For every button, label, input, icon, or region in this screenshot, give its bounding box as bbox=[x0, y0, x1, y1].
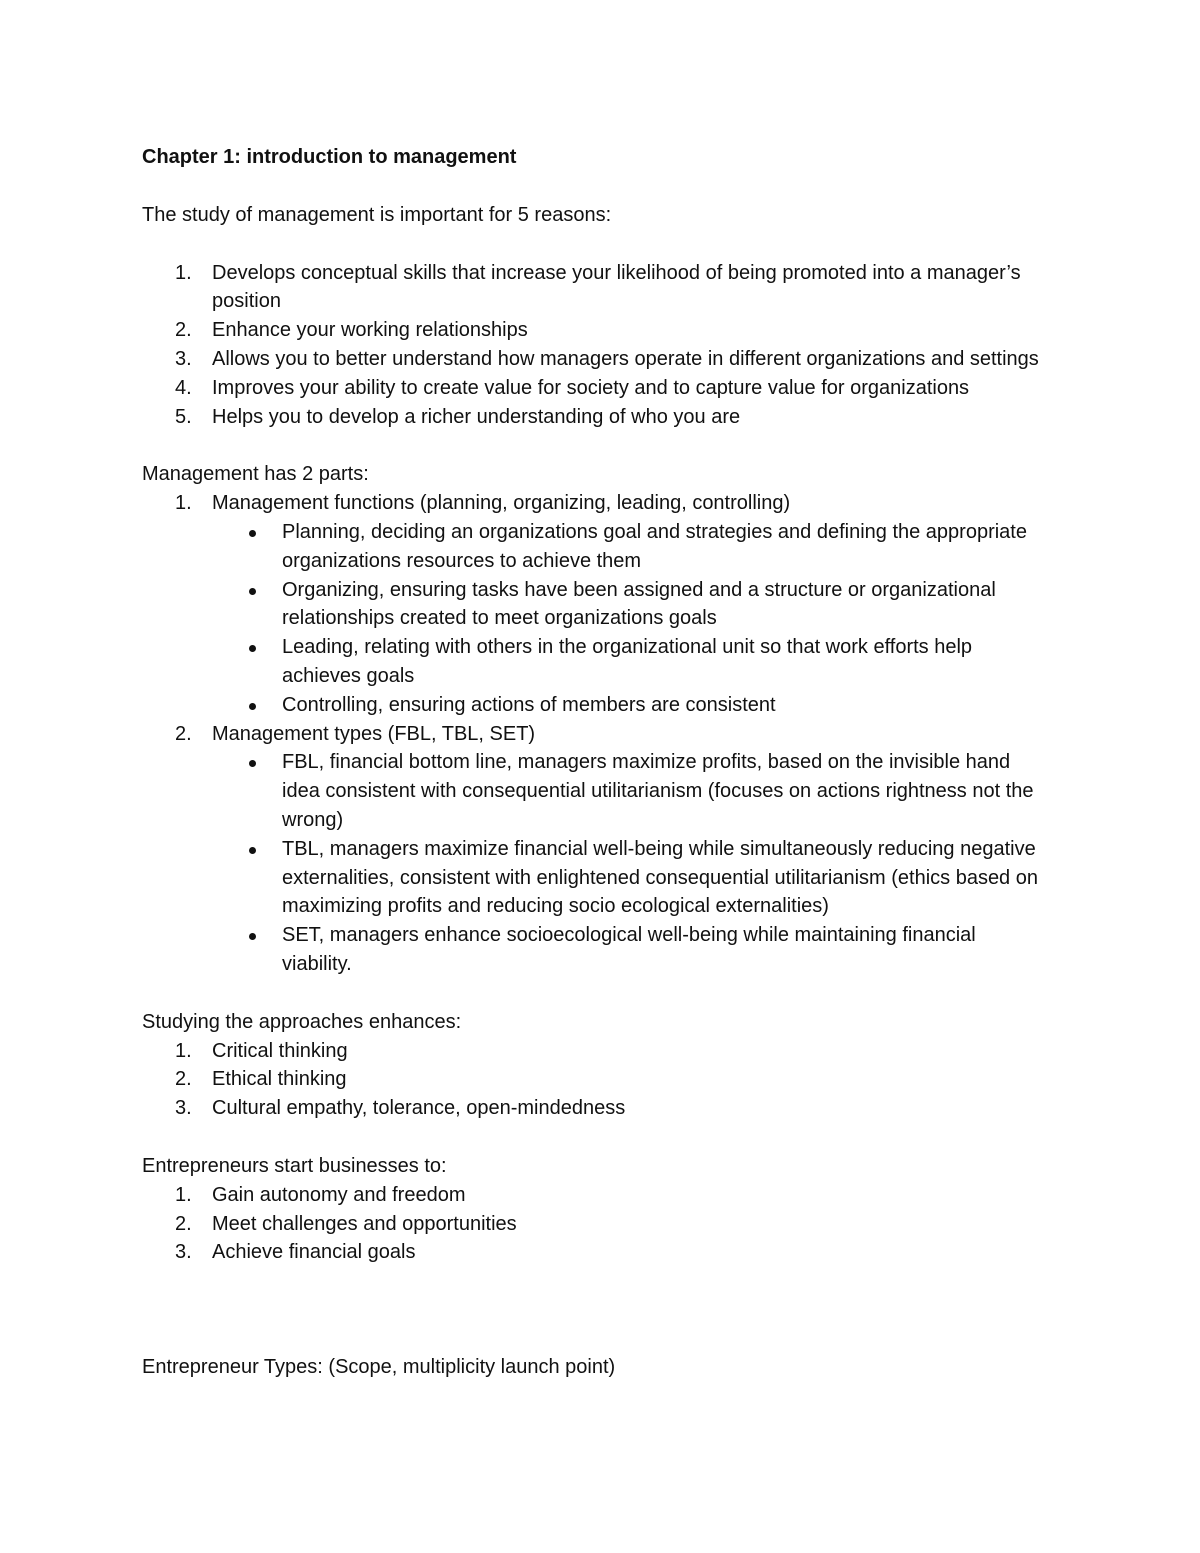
bullet-text: Leading, relating with others in the organizational unit so that work efforts help achieves goals bbox=[282, 636, 973, 687]
bullet-item bbox=[142, 518, 1050, 576]
list-item-text: Cultural empathy, tolerance, open-mindedness bbox=[212, 1097, 626, 1120]
list-item bbox=[142, 1181, 1050, 1210]
bullet-item bbox=[142, 633, 1050, 691]
bullet-dot-icon bbox=[249, 645, 256, 652]
list-number: 1. bbox=[175, 492, 192, 515]
page-title: Chapter 1: introduction to management bbox=[142, 146, 517, 168]
bullet-text: SET, managers enhance socioecological well-being while maintaining financial viability. bbox=[282, 924, 976, 975]
spacer bbox=[142, 431, 1050, 460]
section-intro: Entrepreneur Types: (Scope, multiplicity launch point) bbox=[142, 1356, 616, 1379]
list-item bbox=[142, 1094, 1050, 1123]
list-item-text: Management types (FBL, TBL, SET) bbox=[212, 722, 536, 745]
list-number: 3. bbox=[175, 347, 192, 370]
bullet-list bbox=[212, 518, 1050, 720]
list-item-text: Allows you to better understand how managers operate in different organizations and settings bbox=[212, 347, 1039, 370]
list-item bbox=[142, 1037, 1050, 1066]
bullet-list bbox=[212, 748, 1050, 978]
bullet-item bbox=[142, 748, 1050, 834]
bullet-text: Planning, deciding an organizations goal and strategies and defining the appropriate organizations resources to achieve them bbox=[282, 520, 1027, 572]
bullet-text: Controlling, ensuring actions of members are consistent bbox=[282, 693, 776, 716]
section-intro: Entrepreneurs start businesses to: bbox=[142, 1154, 447, 1177]
bullet-dot-icon bbox=[249, 530, 256, 537]
bullet-text: TBL, managers maximize financial well-being while simultaneously reducing negative externalities, consistent with enlightened consequential utilitarianism (ethics based on maximizing profits and reducing socio ecological externalities) bbox=[282, 837, 1038, 918]
bullet-dot-icon bbox=[249, 760, 256, 767]
list-number: 1. bbox=[175, 261, 192, 284]
list-item bbox=[142, 316, 1050, 345]
list-item bbox=[142, 720, 1050, 979]
bullet-item bbox=[142, 691, 1050, 720]
list-item-text: Achieve financial goals bbox=[212, 1241, 416, 1264]
spacer bbox=[142, 1267, 1050, 1353]
list-item bbox=[142, 1238, 1050, 1267]
section-intro: Studying the approaches enhances: bbox=[142, 1010, 462, 1033]
list-item bbox=[142, 403, 1050, 432]
section-intro: The study of management is important for 5 reasons: bbox=[142, 203, 612, 226]
list-item bbox=[142, 1210, 1050, 1239]
management-parts-list bbox=[142, 489, 1050, 979]
list-item-text: Improves your ability to create value for society and to capture value for organizations bbox=[212, 376, 970, 399]
bullet-dot-icon bbox=[249, 703, 256, 710]
spacer bbox=[142, 172, 1050, 201]
spacer bbox=[142, 1123, 1050, 1152]
list-item-text: Ethical thinking bbox=[212, 1068, 347, 1091]
bullet-item bbox=[142, 835, 1050, 921]
list-item bbox=[142, 345, 1050, 374]
entrepreneur-reasons-list bbox=[142, 1181, 1050, 1267]
reasons-list bbox=[142, 259, 1050, 432]
section-intro: Management has 2 parts: bbox=[142, 463, 369, 486]
list-item-text: Gain autonomy and freedom bbox=[212, 1183, 466, 1206]
list-number: 2. bbox=[175, 319, 192, 342]
list-number: 2. bbox=[175, 722, 192, 745]
bullet-dot-icon bbox=[249, 847, 256, 854]
list-item bbox=[142, 489, 1050, 719]
list-number: 1. bbox=[175, 1183, 192, 1206]
list-item-text: Meet challenges and opportunities bbox=[212, 1212, 517, 1235]
list-item-text: Management functions (planning, organizing, leading, controlling) bbox=[212, 492, 791, 515]
spacer bbox=[142, 230, 1050, 259]
bullet-item bbox=[142, 576, 1050, 634]
bullet-dot-icon bbox=[249, 588, 256, 595]
list-item-text: Develops conceptual skills that increase your likelihood of being promoted into a manager’s position bbox=[212, 261, 1021, 313]
approaches-list bbox=[142, 1037, 1050, 1123]
bullet-text: Organizing, ensuring tasks have been assigned and a structure or organizational relationships created to meet organizations goals bbox=[282, 578, 996, 630]
spacer bbox=[142, 979, 1050, 1008]
list-number: 3. bbox=[175, 1241, 192, 1264]
list-number: 3. bbox=[175, 1097, 192, 1120]
list-item-text: Critical thinking bbox=[212, 1039, 348, 1062]
bullet-text: FBL, financial bottom line, managers maximize profits, based on the invisible hand idea consistent with consequential utilitarianism (focuses on actions rightness not the wrong) bbox=[282, 751, 1034, 831]
bullet-item bbox=[142, 921, 1050, 979]
list-item bbox=[142, 259, 1050, 317]
list-number: 1. bbox=[175, 1039, 192, 1062]
list-number: 4. bbox=[175, 376, 192, 399]
list-number: 2. bbox=[175, 1212, 192, 1235]
list-item-text: Helps you to develop a richer understanding of who you are bbox=[212, 405, 741, 428]
list-number: 2. bbox=[175, 1068, 192, 1091]
list-number: 5. bbox=[175, 405, 192, 428]
list-item-text: Enhance your working relationships bbox=[212, 319, 528, 342]
list-item bbox=[142, 1065, 1050, 1094]
list-item bbox=[142, 374, 1050, 403]
bullet-dot-icon bbox=[249, 933, 256, 940]
